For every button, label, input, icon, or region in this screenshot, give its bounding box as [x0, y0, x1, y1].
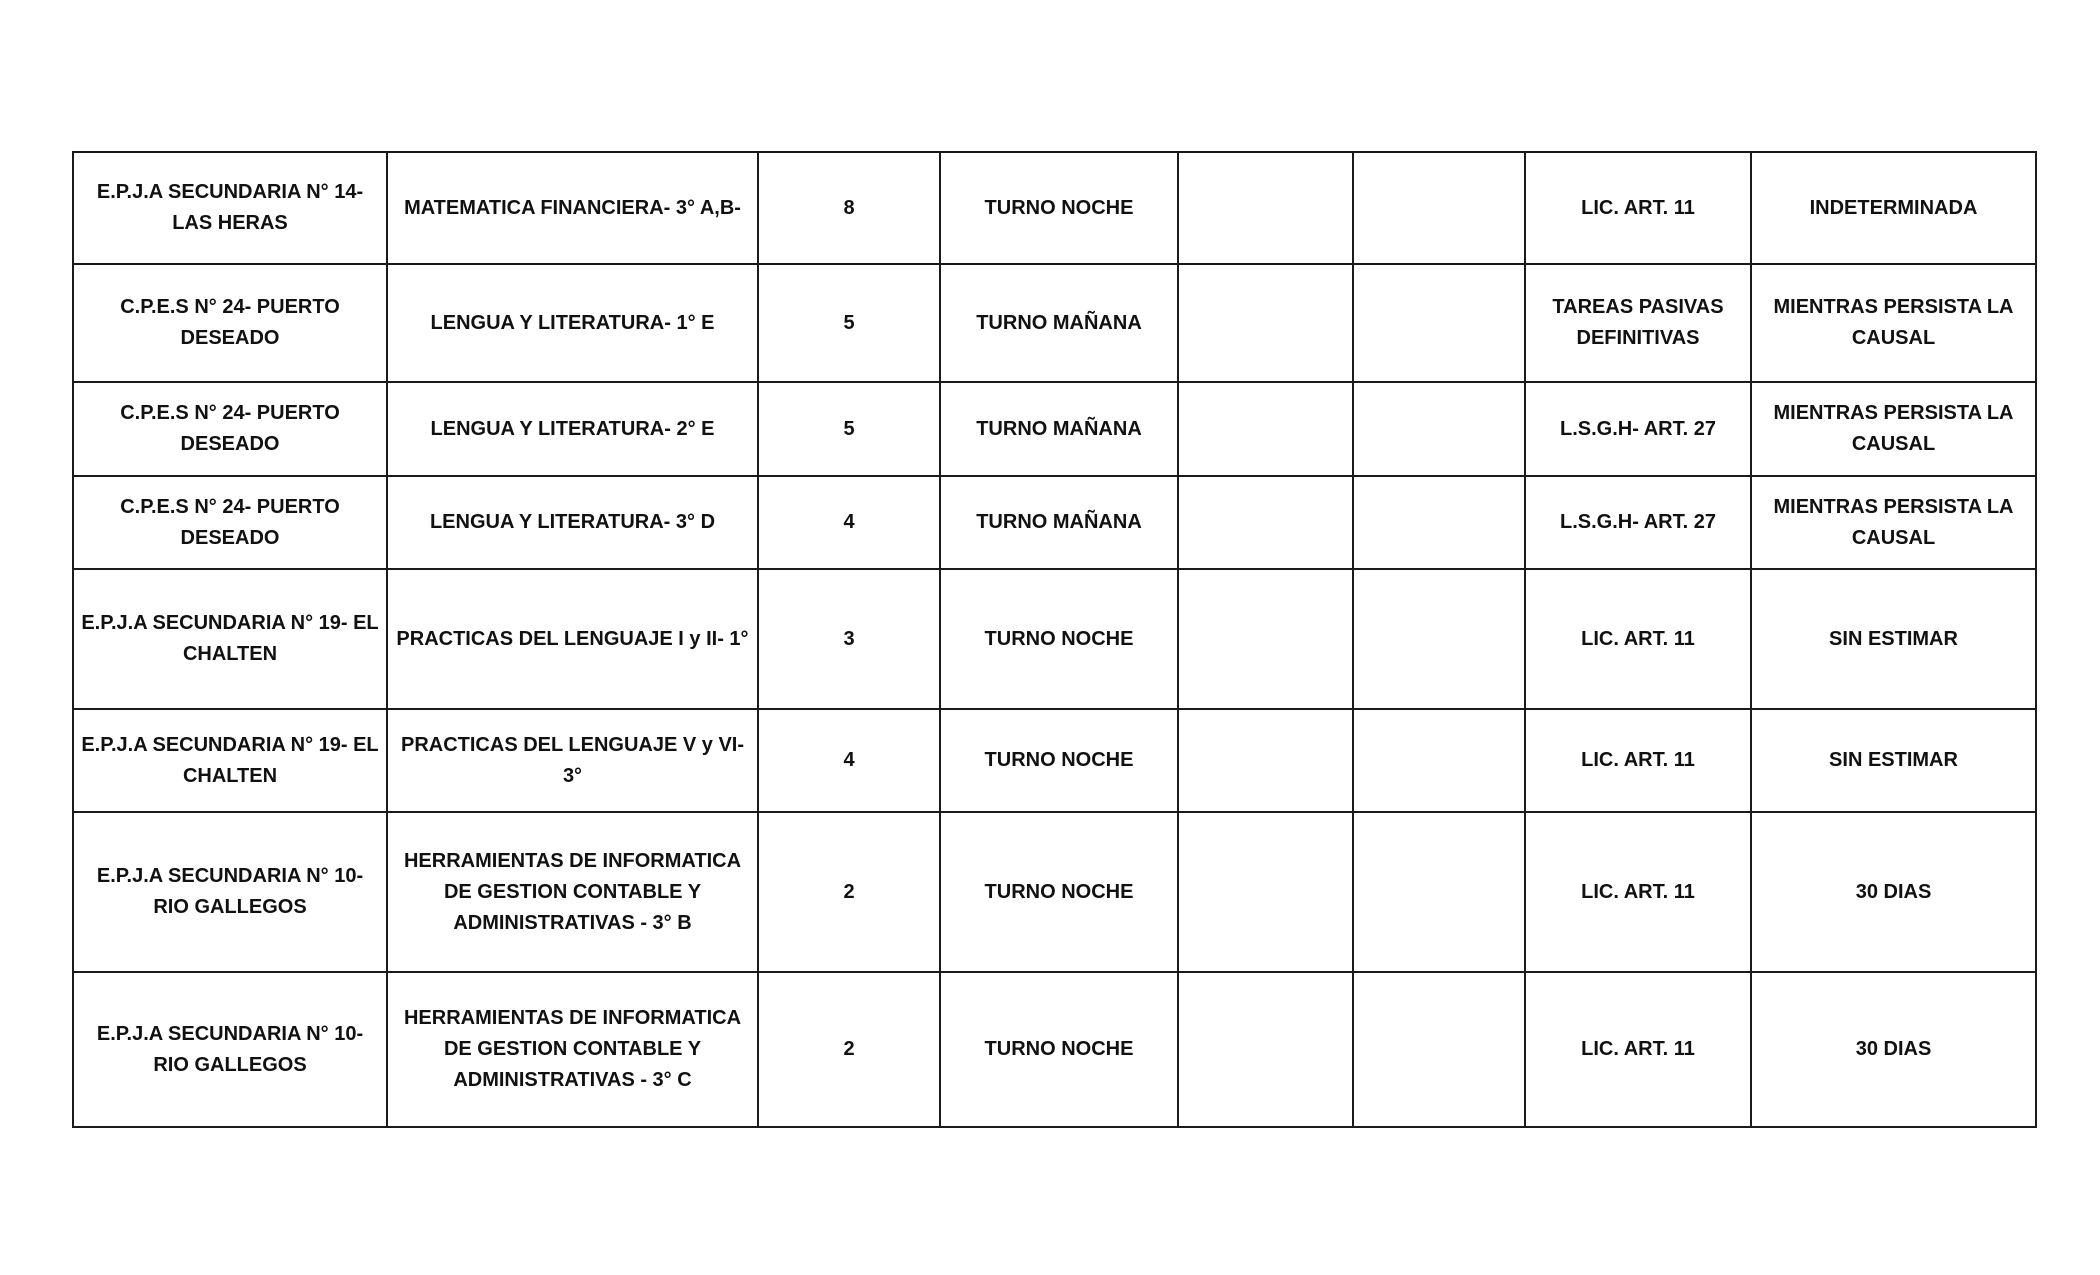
shift-cell: TURNO NOCHE	[940, 972, 1178, 1127]
subject-cell: LENGUA Y LITERATURA- 2° E	[387, 382, 758, 476]
empty-cell	[1178, 476, 1353, 569]
subject-cell: PRACTICAS DEL LENGUAJE I y II- 1°	[387, 569, 758, 709]
hours-cell: 5	[758, 382, 940, 476]
leave-type-cell: LIC. ART. 11	[1525, 569, 1751, 709]
empty-cell	[1353, 709, 1525, 812]
empty-cell	[1353, 569, 1525, 709]
empty-cell	[1178, 264, 1353, 382]
hours-cell: 3	[758, 569, 940, 709]
duration-cell: MIENTRAS PERSISTA LA CAUSAL	[1751, 476, 2036, 569]
subject-cell: LENGUA Y LITERATURA- 1° E	[387, 264, 758, 382]
hours-cell: 4	[758, 476, 940, 569]
table-row	[73, 152, 2036, 264]
leave-type-cell: L.S.G.H- ART. 27	[1525, 382, 1751, 476]
school-cell: C.P.E.S N° 24- PUERTO DESEADO	[73, 476, 387, 569]
hours-cell: 4	[758, 709, 940, 812]
duration-cell: MIENTRAS PERSISTA LA CAUSAL	[1751, 264, 2036, 382]
school-cell: E.P.J.A SECUNDARIA N° 10- RIO GALLEGOS	[73, 972, 387, 1127]
empty-cell	[1353, 476, 1525, 569]
empty-cell	[1178, 569, 1353, 709]
table-row	[73, 709, 2036, 812]
school-cell: E.P.J.A SECUNDARIA N° 14- LAS HERAS	[73, 152, 387, 264]
hours-cell: 2	[758, 972, 940, 1127]
school-cell: E.P.J.A SECUNDARIA N° 19- EL CHALTEN	[73, 709, 387, 812]
table-row	[73, 569, 2036, 709]
shift-cell: TURNO NOCHE	[940, 709, 1178, 812]
leave-type-cell: LIC. ART. 11	[1525, 709, 1751, 812]
empty-cell	[1353, 972, 1525, 1127]
empty-cell	[1178, 812, 1353, 972]
leave-type-cell: LIC. ART. 11	[1525, 812, 1751, 972]
subject-cell: MATEMATICA FINANCIERA- 3° A,B-	[387, 152, 758, 264]
school-cell: E.P.J.A SECUNDARIA N° 10- RIO GALLEGOS	[73, 812, 387, 972]
shift-cell: TURNO MAÑANA	[940, 382, 1178, 476]
table-row	[73, 382, 2036, 476]
subject-cell: PRACTICAS DEL LENGUAJE V y VI- 3°	[387, 709, 758, 812]
shift-cell: TURNO MAÑANA	[940, 264, 1178, 382]
duration-cell: MIENTRAS PERSISTA LA CAUSAL	[1751, 382, 2036, 476]
shift-cell: TURNO NOCHE	[940, 152, 1178, 264]
school-cell: C.P.E.S N° 24- PUERTO DESEADO	[73, 382, 387, 476]
table-row	[73, 264, 2036, 382]
leave-type-cell: TAREAS PASIVAS DEFINITIVAS	[1525, 264, 1751, 382]
leave-type-cell: LIC. ART. 11	[1525, 152, 1751, 264]
table-row	[73, 476, 2036, 569]
shift-cell: TURNO NOCHE	[940, 569, 1178, 709]
leave-type-cell: L.S.G.H- ART. 27	[1525, 476, 1751, 569]
school-cell: E.P.J.A SECUNDARIA N° 19- EL CHALTEN	[73, 569, 387, 709]
duration-cell: 30 DIAS	[1751, 972, 2036, 1127]
hours-cell: 2	[758, 812, 940, 972]
subject-cell: HERRAMIENTAS DE INFORMATICA DE GESTION CONTABLE Y ADMINISTRATIVAS - 3° B	[387, 812, 758, 972]
table-row	[73, 972, 2036, 1127]
duration-cell: SIN ESTIMAR	[1751, 709, 2036, 812]
duration-cell: INDETERMINADA	[1751, 152, 2036, 264]
subject-cell: HERRAMIENTAS DE INFORMATICA DE GESTION CONTABLE Y ADMINISTRATIVAS - 3° C	[387, 972, 758, 1127]
hours-cell: 5	[758, 264, 940, 382]
leave-type-cell: LIC. ART. 11	[1525, 972, 1751, 1127]
shift-cell: TURNO MAÑANA	[940, 476, 1178, 569]
vacancy-table	[72, 151, 2037, 1128]
empty-cell	[1353, 264, 1525, 382]
empty-cell	[1178, 152, 1353, 264]
empty-cell	[1353, 152, 1525, 264]
empty-cell	[1178, 972, 1353, 1127]
vacancy-table-sheet	[72, 151, 2035, 1128]
table-row	[73, 812, 2036, 972]
hours-cell: 8	[758, 152, 940, 264]
subject-cell: LENGUA Y LITERATURA- 3° D	[387, 476, 758, 569]
empty-cell	[1353, 382, 1525, 476]
school-cell: C.P.E.S N° 24- PUERTO DESEADO	[73, 264, 387, 382]
duration-cell: SIN ESTIMAR	[1751, 569, 2036, 709]
empty-cell	[1353, 812, 1525, 972]
duration-cell: 30 DIAS	[1751, 812, 2036, 972]
empty-cell	[1178, 709, 1353, 812]
shift-cell: TURNO NOCHE	[940, 812, 1178, 972]
empty-cell	[1178, 382, 1353, 476]
